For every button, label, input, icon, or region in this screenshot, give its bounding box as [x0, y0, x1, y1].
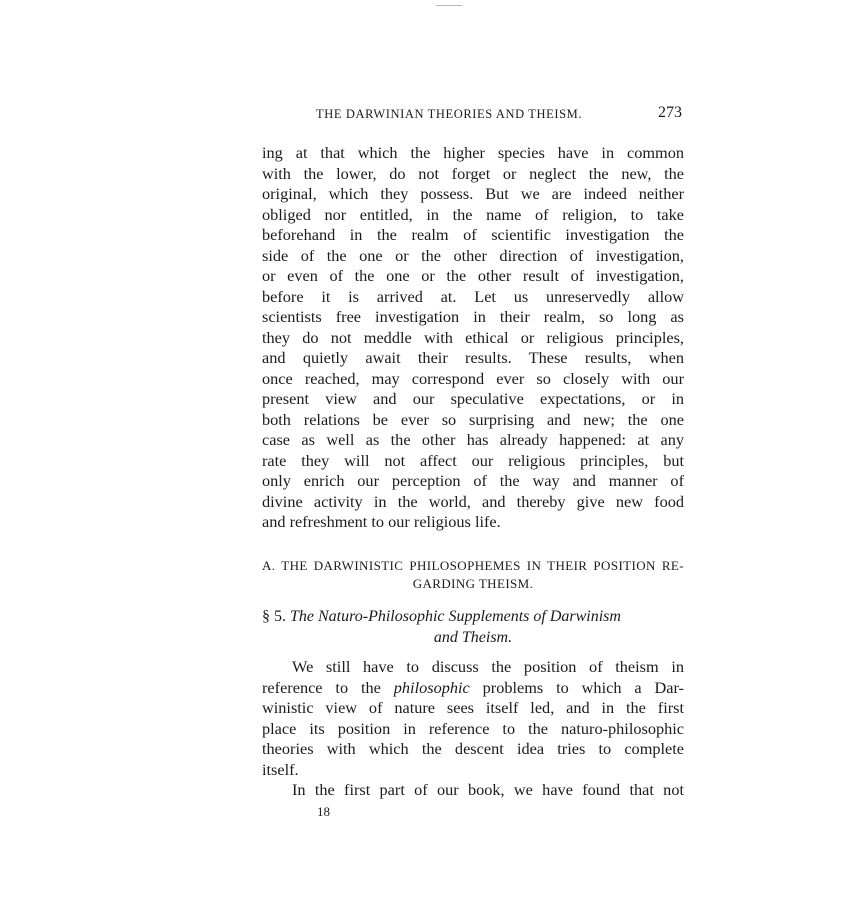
- text-line: place its position in reference to the naturo-philosophic: [262, 718, 684, 738]
- text-line: both relations be ever so surprising and new; the one: [262, 409, 684, 429]
- section-heading-line: GARDING THEISM.: [412, 576, 534, 591]
- text-line: In the first part of our book, we have found that not: [292, 780, 684, 799]
- text-line: before it is arrived at. Let us unreservedly allow: [262, 286, 684, 306]
- page-number: 273: [658, 104, 682, 121]
- subsection-heading: [262, 606, 684, 648]
- text-line: with the lower, do not forget or neglect the new, the: [262, 163, 684, 183]
- paragraph-continued: [262, 143, 684, 533]
- text-line: itself.: [262, 759, 299, 779]
- text-line: and quietly await their results. These results, when: [262, 348, 684, 367]
- section-heading-line: A. THE DARWINISTIC PHILOSOPHEMES IN THEIR POSITION RE-: [262, 558, 684, 573]
- subsection-title-cont: and Theism.: [433, 629, 513, 646]
- section-heading: [262, 557, 684, 593]
- text-line: rate they will not affect our religious principles, but: [262, 450, 684, 470]
- text-line: original, which they possess. But we are indeed neither: [262, 184, 684, 203]
- text-line: winistic view of nature sees itself led, and in the first: [262, 698, 684, 717]
- text-fragment: problems to which a Dar-: [469, 677, 684, 697]
- text-line: once reached, may correspond ever so closely with our: [262, 368, 684, 388]
- subsection-title: The Naturo-Philosophic Supplements of Darwinism: [290, 608, 621, 625]
- text-line: ing at that which the higher species have in common: [262, 143, 684, 162]
- scan-mark: [436, 5, 462, 6]
- text-line: present view and our speculative expectations, or in: [262, 389, 684, 408]
- text-line: divine activity in the world, and thereby give new food: [262, 491, 684, 511]
- text-line: they do not meddle with ethical or religious principles,: [262, 327, 684, 347]
- text-line: or even of the one or the other result of investigation,: [262, 266, 684, 285]
- text-line: [262, 678, 684, 699]
- text-line: case as well as the other has already happened: at any: [262, 430, 684, 449]
- text-line: beforehand in the realm of scientific investigation the: [262, 225, 684, 244]
- text-line: theories with which the descent idea tries to complete: [262, 739, 684, 758]
- text-line: obliged nor entitled, in the name of religion, to take: [262, 204, 684, 224]
- text-line: and refreshment to our religious life.: [262, 512, 501, 531]
- subsection-heading-line: [262, 606, 684, 627]
- paragraph: [262, 657, 684, 801]
- text-fragment: reference to the: [262, 677, 394, 697]
- section-number: § 5.: [262, 608, 286, 625]
- text-line: scientists free investigation in their realm, so long as: [262, 307, 684, 326]
- text-line: side of the one or the other direction of investigation,: [262, 245, 684, 265]
- text-line: We still have to discuss the position of theism in: [292, 657, 684, 676]
- text-line: only enrich our perception of the way and manner of: [262, 471, 684, 490]
- running-header: [262, 104, 684, 126]
- running-title: THE DARWINIAN THEORIES AND THEISM.: [316, 107, 583, 121]
- emphasis: philosophic: [393, 677, 470, 697]
- signature-mark: 18: [317, 804, 330, 819]
